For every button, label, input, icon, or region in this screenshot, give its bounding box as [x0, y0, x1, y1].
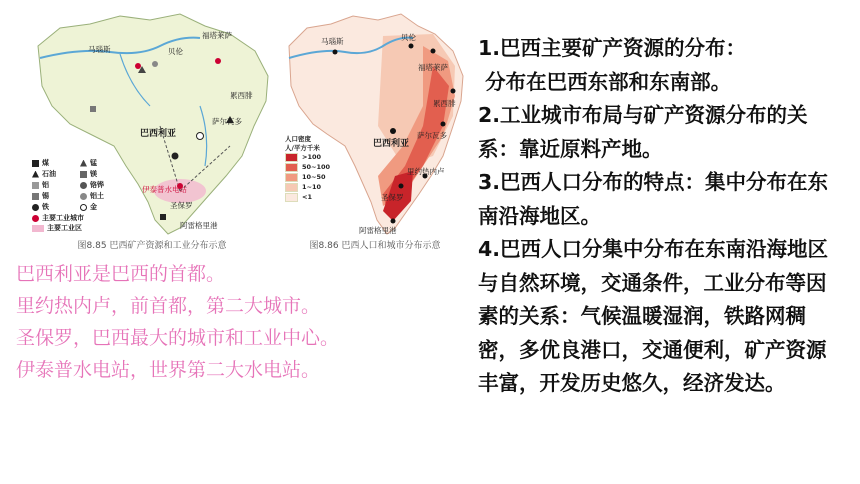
city-label-brasilia: 巴西利亚 — [140, 129, 177, 139]
legend-manganese: 锰 — [90, 159, 97, 167]
city-marker — [431, 49, 436, 54]
legend-chromium: 铬铧 — [90, 181, 104, 189]
city-notes — [16, 258, 476, 386]
point-4: 4.巴西人口分集中分布在东南沿海地区与自然环境，交通条件，工业分布等因素的关系：气候温暖湿润，铁路网稠密，多优良港口，交通便利，矿产资源丰富，开发历史悠久，经济发达。 — [478, 237, 829, 395]
city-label-manaus: 马瑙斯 — [88, 45, 111, 54]
city-marker — [451, 89, 456, 94]
city-label-salvador: 萨尔瓦多 — [417, 131, 447, 140]
city-label-fortaleza: 福塔莱萨 — [418, 63, 448, 72]
city-marker — [390, 128, 396, 134]
city-label-belem: 贝伦 — [401, 33, 416, 42]
note-brasilia: 巴西利亚是巴西的首都。 — [16, 263, 226, 285]
city-label-manaus: 马瑙斯 — [321, 37, 344, 46]
legend-class-label: 50~100 — [302, 163, 331, 171]
legend-industrial-zone — [32, 223, 124, 233]
itaipu-label: 伊泰普水电站 — [142, 185, 187, 194]
city-label-sao-paulo: 圣保罗 — [170, 201, 193, 210]
note-rio: 里约热内卢，前首都，第二大城市。 — [16, 295, 321, 317]
point-1-body: 分布在巴西东部和东南部。 — [478, 69, 732, 94]
legend-industrial-city-label: 主要工业城市 — [42, 214, 84, 222]
legend-row — [32, 158, 124, 169]
legend-row — [32, 180, 124, 191]
city-label-recife: 累西腓 — [230, 91, 253, 100]
city-label-recife: 累西腓 — [433, 99, 456, 108]
legend-industrial-zone-label: 主要工业区 — [47, 224, 82, 232]
city-label-brasilia: 巴西利亚 — [373, 139, 410, 149]
industrial-city-marker — [135, 63, 141, 69]
legend-gold: 金 — [90, 203, 97, 211]
legend-magnesium: 镁 — [90, 170, 97, 178]
mineral-industry-map — [30, 6, 274, 254]
figure-caption: 图8.86 巴西人口和城市分布示意 — [309, 241, 441, 251]
note-itaipu: 伊泰普水电站，世界第二大水电站。 — [16, 359, 321, 381]
city-label-fortaleza: 福塔莱萨 — [202, 31, 232, 40]
legend-coal: 煤 — [42, 159, 49, 167]
note-sao-paulo: 圣保罗，巴西最大的城市和工业中心。 — [16, 327, 340, 349]
industrial-city-marker — [215, 58, 221, 64]
legend-iron: 铁 — [42, 203, 49, 211]
legend-aluminum: 铝 — [42, 181, 49, 189]
point-1-title: 1.巴西主要矿产资源的分布： — [478, 36, 747, 60]
legend-industrial-city — [32, 213, 124, 223]
city-label-porto-alegre: 阿雷格里港 — [359, 226, 397, 235]
legend-class — [285, 152, 347, 162]
bauxite-symbol — [152, 61, 158, 67]
point-3: 3.巴西人口分布的特点：集中分布在东南沿海地区。 — [478, 170, 829, 228]
city-label-sao-paulo: 圣保罗 — [381, 193, 404, 202]
point-2: 2.工业城市布局与矿产资源分布的关系：靠近原料产地。 — [478, 103, 808, 161]
legend-bauxite: 铝土 — [90, 192, 104, 200]
legend-class — [285, 192, 347, 202]
legend-class — [285, 172, 347, 182]
city-marker — [399, 184, 404, 189]
legend-oil: 石油 — [42, 170, 56, 178]
figure-caption: 图8.85 巴西矿产资源和工业分布示意 — [77, 241, 227, 251]
legend-class-label: >100 — [302, 153, 322, 161]
city-label-salvador: 萨尔瓦多 — [212, 117, 242, 126]
coal-symbol — [160, 214, 166, 220]
legend-title: 人口密度 — [285, 135, 311, 143]
mineral-legend — [32, 158, 124, 233]
gold-symbol — [197, 133, 204, 140]
density-legend — [285, 134, 347, 202]
tin-symbol — [90, 106, 96, 112]
city-marker — [441, 122, 446, 127]
population-density-map — [283, 6, 467, 254]
city-label-porto-alegre: 阿雷格里港 — [180, 221, 218, 230]
city-marker — [391, 219, 396, 224]
legend-class — [285, 162, 347, 172]
legend-row — [32, 191, 124, 202]
summary-notes — [478, 32, 834, 401]
city-marker — [409, 44, 414, 49]
legend-row — [32, 202, 124, 213]
legend-class-label: 10~50 — [302, 173, 326, 181]
city-marker — [333, 50, 338, 55]
legend-unit: 人/平方千米 — [285, 144, 320, 152]
legend-class — [285, 182, 347, 192]
legend-class-label: 1~10 — [302, 183, 322, 191]
city-label-belem: 贝伦 — [168, 47, 183, 56]
legend-tin: 锡 — [42, 192, 49, 200]
legend-class-label: <1 — [302, 193, 312, 201]
legend-row — [32, 169, 124, 180]
iron-symbol — [172, 153, 179, 160]
city-label-rio: 里约热内卢 — [407, 167, 445, 176]
